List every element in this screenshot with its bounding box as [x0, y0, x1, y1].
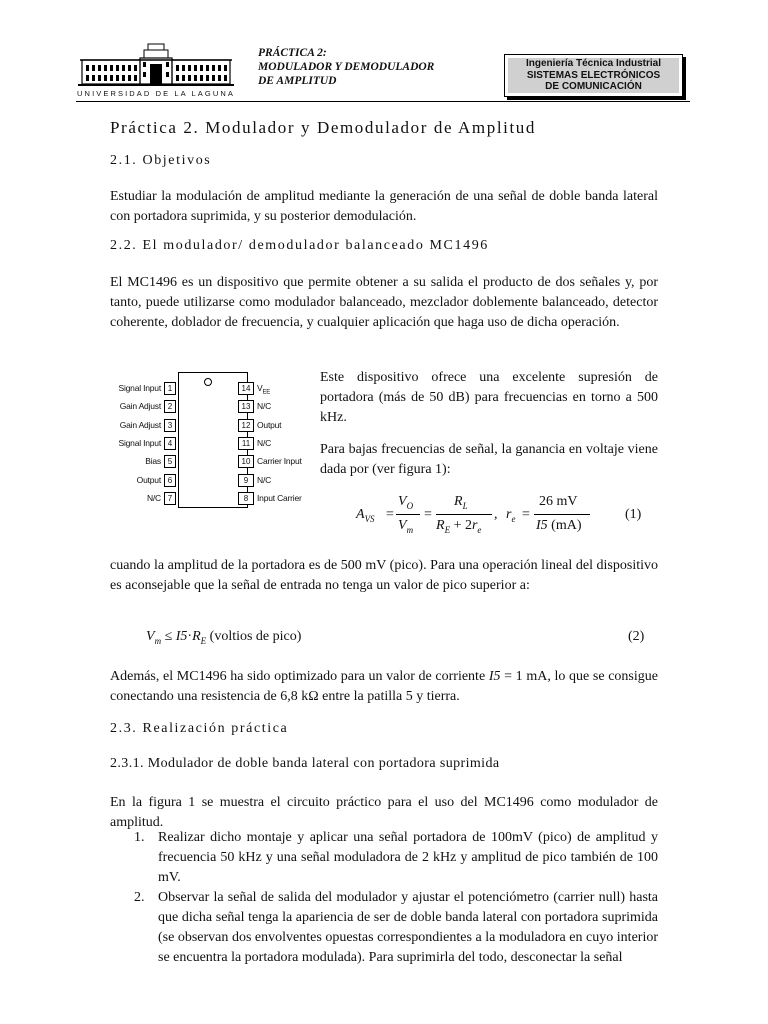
pin-13-number: 13: [238, 400, 254, 413]
pin-8-label: Input Carrier: [257, 492, 302, 503]
pin-10-number: 10: [238, 455, 254, 468]
pin-2-number: 2: [164, 400, 176, 413]
degree-line-3: DE COMUNICACIÓN: [545, 81, 642, 92]
list-item-1-number: 1.: [134, 830, 145, 845]
section-2-2-heading: 2.2. El modulador/ demodulador balanceado MC1496: [110, 238, 489, 253]
university-name: UNIVERSIDAD DE LA LAGUNA: [77, 89, 235, 98]
chip-description-2: Para bajas frecuencias de señal, la ganancia en voltaje viene dada por (ver figura 1):: [320, 442, 658, 477]
pin-10-label: Carrier Input: [257, 456, 302, 467]
page-title: Práctica 2. Modulador y Demodulador de Amplitud: [110, 118, 536, 137]
pin-12-label: Output: [257, 419, 282, 430]
pin-3-label: Gain Adjust: [119, 419, 161, 430]
pin-7-number: 7: [164, 492, 176, 505]
practice-title-line-2: DE AMPLITUD: [258, 75, 337, 87]
header-divider: [76, 101, 690, 102]
equation-1: $A_{VS}$ = $V_O$ $V_m$ = $R_L$ $R_E + 2r_e$ , $r_e$ = 26 mV I5 (mA): [356, 494, 656, 538]
section-2-3-1-intro: En la figura 1 se muestra el circuito práctico para el uso del MC1496 como modulador de amplitud.: [110, 795, 658, 830]
eq1-avs: A: [356, 507, 365, 522]
pin-11-number: 11: [238, 437, 254, 450]
section-2-2-text: El MC1496 es un dispositivo que permite obtener a su salida el producto de dos señales y, por tanto, puede utilizarse como modulador balanceado, mezclador doblemente balanceado, detector coherente, doblador de frecuencia, y cualquier aplicación que haga uso de dicha operación.: [110, 275, 658, 330]
pin-6-number: 6: [164, 474, 176, 487]
pin-1-number: 1: [164, 382, 176, 395]
pin-14-number: 14: [238, 382, 254, 395]
pin-3-number: 3: [164, 419, 176, 432]
mc1496-pinout-diagram: [112, 372, 312, 508]
section-2-1-text: Estudiar la modulación de amplitud mediante la generación de una señal de doble banda lateral con portadora suprimida, y su posterior demodulación.: [110, 189, 658, 224]
degree-line-2: SISTEMAS ELECTRÓNICOS: [526, 69, 661, 81]
equation-1-number: (1): [625, 507, 642, 522]
list-item-2-text: Observar la señal de salida del modulador y ajustar el potenciómetro (carrier null) hasta que dicha señal tenga la apariencia de ser de doble banda lateral con portadora suprimida (se observan dos envolventes opuestas correspondientes a la moduladora en cuyo interior se encuentra la portadora modulada). Para suprimirla del todo, desconectar la señal: [158, 890, 658, 965]
pin-14-label: $V_{EE}$: [257, 383, 271, 396]
pin-9-number: 9: [238, 474, 254, 487]
pin-4-label: Signal Input: [118, 437, 161, 448]
practice-header-title: [258, 46, 434, 88]
section-2-3-heading: 2.3. Realización práctica: [110, 721, 289, 736]
pin-4-number: 4: [164, 437, 176, 450]
pin-7-label: N/C: [146, 492, 161, 503]
chip-notch: [204, 378, 212, 386]
degree-box: [504, 54, 683, 97]
pin-2-label: Gain Adjust: [119, 401, 161, 412]
bias-current-text: Además, el MC1496 ha sido optimizado para un valor de corriente I5 = 1 mA, lo que se consigue conectando una resistencia de 6,8 kΩ entre la patilla 5 y tierra.: [110, 669, 658, 704]
practice-title-line-1: MODULADOR Y DEMODULADOR: [258, 61, 435, 73]
carrier-amplitude-text: cuando la amplitud de la portadora es de 500 mV (pico). Para una operación lineal del dispositivo es aconsejable que la señal de entrada no tenga un valor de pico superior a:: [110, 558, 658, 593]
pin-13-label: N/C: [257, 401, 272, 412]
pin-9-label: N/C: [257, 474, 272, 485]
section-2-1-heading: 2.1. Objetivos: [110, 153, 212, 168]
pin-1-label: Signal Input: [118, 383, 161, 393]
practice-label: PRÁCTICA 2:: [258, 47, 327, 59]
pin-8-number: 8: [238, 492, 254, 505]
section-2-3-1-heading: 2.3.1. Modulador de doble banda lateral con portadora suprimida: [110, 756, 500, 771]
degree-line-1: Ingeniería Técnica Industrial: [525, 58, 662, 69]
list-item-2-number: 2.: [134, 890, 145, 905]
pin-5-label: Bias: [145, 456, 161, 467]
pin-5-number: 5: [164, 455, 176, 468]
pin-11-label: N/C: [257, 437, 272, 448]
equation-2-number: (2): [628, 629, 645, 644]
pin-6-label: Output: [136, 474, 161, 485]
chip-description-1: Este dispositivo ofrece una excelente supresión de portadora (más de 50 dB) para frecuencias en torno a 500 kHz.: [320, 370, 658, 425]
page-header: [76, 42, 690, 100]
list-item-1-text: Realizar dicho montaje y aplicar una señal portadora de 100mV (pico) de amplitud y frecuencia 50 kHz y una señal moduladora de 2 kHz y amplitud de pico también de 100 mV.: [158, 830, 658, 885]
pin-12-number: 12: [238, 419, 254, 432]
equation-2: $V_m \le I5\cdot R_E$ (voltios de pico): [146, 629, 302, 646]
